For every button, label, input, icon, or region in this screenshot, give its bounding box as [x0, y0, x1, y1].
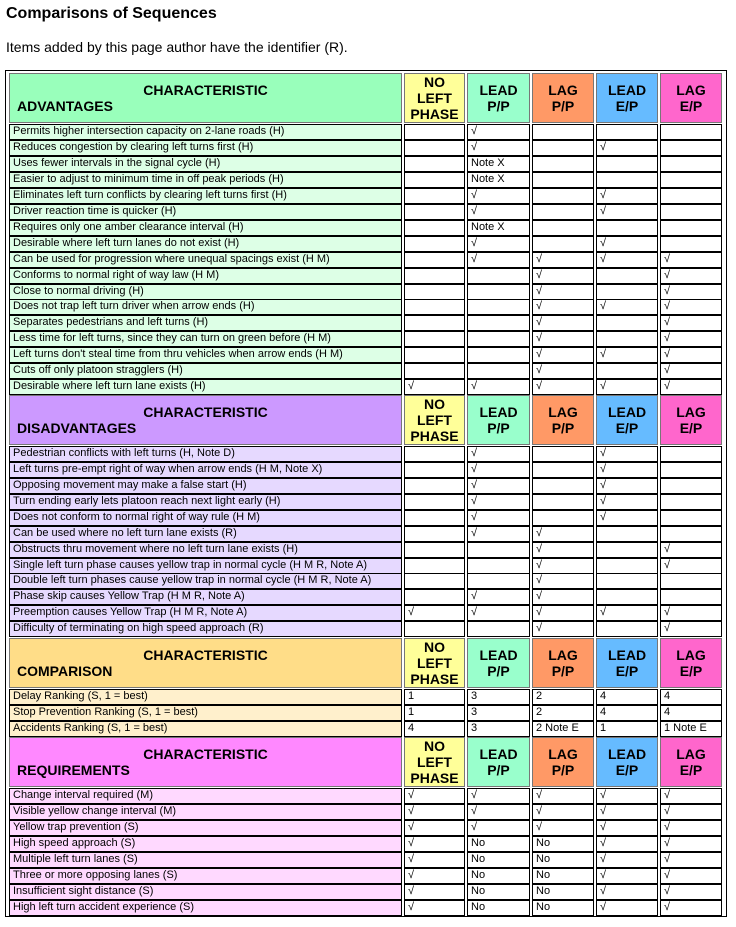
cell-lag-pp: √ [532, 299, 594, 315]
disadvantages-row-label: Turn ending early lets platoon reach next light early (H) [9, 494, 402, 510]
cell-lag-pp: √ [532, 347, 594, 363]
cell-no-left-phase [404, 621, 465, 637]
cell-lag-pp: √ [532, 589, 594, 605]
comparison-row-label: Accidents Ranking (S, 1 = best) [9, 721, 402, 737]
column-header-label: LEAD P/P [479, 82, 518, 114]
cell-lag-ep: √ [660, 605, 722, 621]
advantages-row-label: Desirable where left turn lanes do not exist (H) [9, 236, 402, 252]
cell-no-left-phase [404, 252, 465, 268]
column-header-label: NO LEFT PHASE [410, 74, 459, 122]
cell-lead-pp: √ [467, 589, 530, 605]
column-header-label: LAG E/P [676, 647, 706, 679]
column-header-lag-ep [660, 73, 722, 123]
comparison-heading: COMPARISON [17, 663, 113, 679]
cell-lead-ep: √ [596, 446, 658, 462]
cell-lead-ep: √ [596, 379, 658, 395]
disadvantages-row-label: Phase skip causes Yellow Trap (H M R, Note A) [9, 589, 402, 605]
cell-lead-pp [467, 284, 530, 300]
page-title: Comparisons of Sequences [6, 5, 217, 22]
cell-lag-pp: √ [532, 526, 594, 542]
cell-lag-ep: √ [660, 788, 722, 804]
cell-no-left-phase: √ [404, 820, 465, 836]
disadvantages-row-label: Single left turn phase causes yellow trap in normal cycle (H M R, Note A) [9, 558, 402, 574]
cell-no-left-phase [404, 558, 465, 574]
cell-lag-pp [532, 494, 594, 510]
page-intro: Items added by this page author have the identifier (R). [6, 39, 348, 55]
comparison-row-label: Delay Ranking (S, 1 = best) [9, 689, 402, 705]
column-header-lag-ep [660, 737, 722, 787]
cell-lag-ep [660, 172, 722, 188]
cell-lag-pp [532, 156, 594, 172]
cell-no-left-phase [404, 220, 465, 236]
column-header-label: LEAD E/P [607, 647, 647, 679]
cell-lead-ep [596, 589, 658, 605]
cell-lag-ep: √ [660, 268, 722, 284]
cell-lead-pp [467, 558, 530, 574]
column-header-label: LAG E/P [676, 82, 706, 114]
cell-lag-pp: √ [532, 788, 594, 804]
column-header-lead-ep [596, 638, 658, 688]
column-header-label: NO LEFT PHASE [410, 738, 459, 786]
advantages-row-label: Conforms to normal right of way law (H M) [9, 268, 402, 284]
disadvantages-row-label: Does not conform to normal right of way rule (H M) [9, 510, 402, 526]
cell-lag-pp [532, 220, 594, 236]
cell-lag-ep [660, 140, 722, 156]
cell-lag-ep [660, 124, 722, 140]
column-header-lag-ep [660, 638, 722, 688]
cell-lead-pp [467, 573, 530, 589]
requirements-row-label: Three or more opposing lanes (S) [9, 868, 402, 884]
cell-no-left-phase [404, 526, 465, 542]
cell-no-left-phase [404, 542, 465, 558]
advantages-row-label: Does not trap left turn driver when arrow ends (H) [9, 299, 402, 315]
cell-no-left-phase: 1 [404, 689, 465, 705]
cell-lag-pp: 2 [532, 689, 594, 705]
cell-lag-ep: √ [660, 621, 722, 637]
cell-lead-pp: √ [467, 204, 530, 220]
cell-lag-pp [532, 140, 594, 156]
cell-lead-pp: 3 [467, 689, 530, 705]
cell-lead-pp: √ [467, 820, 530, 836]
cell-lag-pp [532, 446, 594, 462]
cell-lead-pp: No [467, 836, 530, 852]
cell-lead-pp [467, 363, 530, 379]
cell-lead-ep: √ [596, 204, 658, 220]
cell-lag-pp: No [532, 852, 594, 868]
cell-lead-ep: 1 [596, 721, 658, 737]
cell-lead-ep [596, 526, 658, 542]
cell-no-left-phase [404, 172, 465, 188]
cell-no-left-phase [404, 331, 465, 347]
column-header-label: NO LEFT PHASE [410, 396, 459, 444]
advantages-row-label: Driver reaction time is quicker (H) [9, 204, 402, 220]
column-header-lead-pp [467, 73, 530, 123]
characteristic-heading: CHARACTERISTIC [143, 404, 268, 420]
comparison-row-label: Stop Prevention Ranking (S, 1 = best) [9, 705, 402, 721]
cell-no-left-phase: √ [404, 788, 465, 804]
cell-lag-ep [660, 526, 722, 542]
cell-lead-ep: √ [596, 462, 658, 478]
cell-lag-pp: 2 [532, 705, 594, 721]
cell-lag-pp [532, 478, 594, 494]
cell-lag-ep [660, 510, 722, 526]
column-header-label: LEAD P/P [479, 404, 518, 436]
cell-lag-pp [532, 236, 594, 252]
cell-no-left-phase [404, 204, 465, 220]
cell-lag-pp: √ [532, 363, 594, 379]
cell-no-left-phase: √ [404, 605, 465, 621]
advantages-row-label: Reduces congestion by clearing left turns first (H) [9, 140, 402, 156]
advantages-row-label: Eliminates left turn conflicts by clearing left turns first (H) [9, 188, 402, 204]
cell-no-left-phase [404, 156, 465, 172]
cell-lead-pp: No [467, 852, 530, 868]
cell-no-left-phase [404, 315, 465, 331]
characteristic-heading: CHARACTERISTIC [143, 647, 268, 663]
requirements-row-label: Visible yellow change interval (M) [9, 804, 402, 820]
cell-lead-ep [596, 558, 658, 574]
cell-lag-ep [660, 478, 722, 494]
cell-no-left-phase: 1 [404, 705, 465, 721]
cell-no-left-phase: 4 [404, 721, 465, 737]
cell-lead-ep [596, 124, 658, 140]
cell-lag-pp [532, 510, 594, 526]
cell-lead-pp [467, 299, 530, 315]
cell-lead-pp: √ [467, 124, 530, 140]
cell-lag-ep: √ [660, 379, 722, 395]
column-header-lead-pp [467, 395, 530, 445]
advantages-row-label: Less time for left turns, since they can turn on green before (H M) [9, 331, 402, 347]
cell-lag-ep: √ [660, 820, 722, 836]
cell-lag-ep: √ [660, 299, 722, 315]
cell-no-left-phase [404, 236, 465, 252]
cell-lead-ep [596, 542, 658, 558]
advantages-row-label: Cuts off only platoon stragglers (H) [9, 363, 402, 379]
column-header-lead-ep [596, 395, 658, 445]
cell-lead-pp: No [467, 884, 530, 900]
cell-lag-pp: √ [532, 605, 594, 621]
cell-no-left-phase [404, 188, 465, 204]
cell-lag-ep [660, 589, 722, 605]
cell-lead-pp: No [467, 868, 530, 884]
cell-no-left-phase [404, 140, 465, 156]
disadvantages-row-label: Difficulty of terminating on high speed approach (R) [9, 621, 402, 637]
cell-lag-pp: √ [532, 315, 594, 331]
cell-lag-ep: √ [660, 347, 722, 363]
disadvantages-header [9, 395, 402, 445]
cell-lead-ep: √ [596, 820, 658, 836]
cell-lag-ep [660, 462, 722, 478]
cell-lead-pp: √ [467, 478, 530, 494]
cell-lag-pp: √ [532, 558, 594, 574]
cell-lead-ep: 4 [596, 689, 658, 705]
cell-lead-ep: √ [596, 868, 658, 884]
cell-lead-pp: √ [467, 462, 530, 478]
cell-lead-ep [596, 315, 658, 331]
cell-lead-ep: √ [596, 347, 658, 363]
cell-lag-pp: 2 Note E [532, 721, 594, 737]
cell-no-left-phase: √ [404, 379, 465, 395]
column-header-lag-pp [532, 395, 594, 445]
cell-lag-ep: √ [660, 804, 722, 820]
column-header-label: LEAD E/P [607, 404, 647, 436]
column-header-label: LEAD P/P [479, 746, 518, 778]
cell-lag-ep: √ [660, 284, 722, 300]
cell-lead-ep [596, 172, 658, 188]
cell-lag-pp [532, 204, 594, 220]
cell-lag-pp: √ [532, 379, 594, 395]
cell-lag-pp [532, 188, 594, 204]
advantages-row-label: Easier to adjust to minimum time in off peak periods (H) [9, 172, 402, 188]
cell-lag-ep: √ [660, 884, 722, 900]
cell-no-left-phase [404, 124, 465, 140]
requirements-row-label: Insufficient sight distance (S) [9, 884, 402, 900]
cell-lag-ep [660, 204, 722, 220]
column-header-label: LAG P/P [548, 404, 578, 436]
cell-lead-pp [467, 315, 530, 331]
cell-lag-ep: √ [660, 315, 722, 331]
column-header-lead-pp [467, 737, 530, 787]
cell-lag-ep [660, 236, 722, 252]
cell-lead-ep [596, 573, 658, 589]
column-header-label: LAG P/P [548, 82, 578, 114]
cell-lag-ep [660, 156, 722, 172]
cell-lead-pp: √ [467, 494, 530, 510]
advantages-row-label: Uses fewer intervals in the signal cycle (H) [9, 156, 402, 172]
cell-lead-pp: Note X [467, 172, 530, 188]
cell-lag-pp: √ [532, 331, 594, 347]
requirements-heading: REQUIREMENTS [17, 762, 130, 778]
column-header-label: LAG E/P [676, 746, 706, 778]
cell-lead-pp [467, 331, 530, 347]
column-header-label: LAG P/P [548, 647, 578, 679]
cell-lead-pp: Note X [467, 220, 530, 236]
cell-lag-ep: 4 [660, 705, 722, 721]
column-header-label: LAG P/P [548, 746, 578, 778]
advantages-row-label: Can be used for progression where unequal spacings exist (H M) [9, 252, 402, 268]
cell-lead-ep: √ [596, 605, 658, 621]
cell-lead-ep: √ [596, 852, 658, 868]
cell-lag-ep: √ [660, 331, 722, 347]
disadvantages-row-label: Preemption causes Yellow Trap (H M R, Note A) [9, 605, 402, 621]
cell-lead-ep: √ [596, 140, 658, 156]
cell-lag-ep: √ [660, 900, 722, 916]
cell-lag-pp [532, 462, 594, 478]
cell-lag-pp: √ [532, 621, 594, 637]
cell-lead-ep: √ [596, 804, 658, 820]
cell-lead-pp [467, 542, 530, 558]
cell-lag-ep: √ [660, 836, 722, 852]
cell-lead-ep [596, 363, 658, 379]
column-header-label: NO LEFT PHASE [410, 639, 459, 687]
cell-lead-pp: √ [467, 140, 530, 156]
cell-lag-pp: No [532, 868, 594, 884]
cell-lead-pp: √ [467, 236, 530, 252]
cell-lead-ep: √ [596, 900, 658, 916]
cell-lag-ep: 1 Note E [660, 721, 722, 737]
cell-no-left-phase: √ [404, 804, 465, 820]
disadvantages-row-label: Double left turn phases cause yellow trap in normal cycle (H M R, Note A) [9, 573, 402, 589]
cell-no-left-phase [404, 462, 465, 478]
cell-no-left-phase: √ [404, 868, 465, 884]
cell-lead-pp: 3 [467, 705, 530, 721]
cell-lag-pp: √ [532, 268, 594, 284]
disadvantages-row-label: Can be used where no left turn lane exists (R) [9, 526, 402, 542]
cell-lag-ep [660, 494, 722, 510]
cell-lag-ep: √ [660, 542, 722, 558]
cell-no-left-phase: √ [404, 852, 465, 868]
cell-lead-pp: 3 [467, 721, 530, 737]
cell-lag-ep [660, 573, 722, 589]
cell-lag-pp: √ [532, 284, 594, 300]
requirements-row-label: Yellow trap prevention (S) [9, 820, 402, 836]
cell-lead-ep [596, 331, 658, 347]
cell-lag-ep: √ [660, 868, 722, 884]
cell-lead-ep: 4 [596, 705, 658, 721]
disadvantages-heading: DISADVANTAGES [17, 420, 137, 436]
cell-lead-ep: √ [596, 494, 658, 510]
cell-lag-pp: √ [532, 573, 594, 589]
cell-lag-ep: √ [660, 852, 722, 868]
requirements-header [9, 737, 402, 787]
advantages-row-label: Left turns don't steal time from thru vehicles when arrow ends (H M) [9, 347, 402, 363]
requirements-row-label: Change interval required (M) [9, 788, 402, 804]
cell-lag-ep [660, 446, 722, 462]
cell-no-left-phase [404, 347, 465, 363]
cell-lead-ep: √ [596, 510, 658, 526]
cell-lead-pp: √ [467, 526, 530, 542]
cell-lag-pp: √ [532, 542, 594, 558]
cell-lead-ep: √ [596, 252, 658, 268]
cell-lead-ep [596, 284, 658, 300]
cell-lead-pp: √ [467, 446, 530, 462]
cell-no-left-phase [404, 363, 465, 379]
cell-lead-ep: √ [596, 884, 658, 900]
cell-lead-ep: √ [596, 299, 658, 315]
disadvantages-row-label: Obstructs thru movement where no left turn lane exists (H) [9, 542, 402, 558]
cell-lead-pp [467, 347, 530, 363]
cell-lag-ep [660, 220, 722, 236]
cell-lag-pp: No [532, 836, 594, 852]
cell-lead-pp: √ [467, 605, 530, 621]
requirements-row-label: High left turn accident experience (S) [9, 900, 402, 916]
disadvantages-row-label: Left turns pre-empt right of way when arrow ends (H M, Note X) [9, 462, 402, 478]
comparison-header [9, 638, 402, 688]
cell-lag-pp: √ [532, 252, 594, 268]
characteristic-heading: CHARACTERISTIC [143, 82, 268, 98]
cell-lead-ep: √ [596, 836, 658, 852]
column-header-lag-pp [532, 73, 594, 123]
cell-lead-ep [596, 268, 658, 284]
cell-lead-pp: √ [467, 510, 530, 526]
advantages-header [9, 73, 402, 123]
advantages-row-label: Separates pedestrians and left turns (H) [9, 315, 402, 331]
cell-no-left-phase [404, 573, 465, 589]
column-header-label: LEAD E/P [607, 82, 647, 114]
cell-lead-pp [467, 621, 530, 637]
cell-lag-ep: √ [660, 363, 722, 379]
cell-lead-ep [596, 621, 658, 637]
cell-lead-pp: Note X [467, 156, 530, 172]
cell-lead-pp: √ [467, 252, 530, 268]
cell-lag-pp [532, 124, 594, 140]
cell-lag-pp: √ [532, 804, 594, 820]
cell-no-left-phase [404, 284, 465, 300]
column-header-label: LEAD E/P [607, 746, 647, 778]
column-header-lead-ep [596, 737, 658, 787]
column-header-label: LAG E/P [676, 404, 706, 436]
advantages-heading: ADVANTAGES [17, 98, 113, 114]
cell-no-left-phase [404, 494, 465, 510]
advantages-row-label: Desirable where left turn lane exists (H) [9, 379, 402, 395]
cell-no-left-phase [404, 478, 465, 494]
cell-lag-pp: √ [532, 820, 594, 836]
column-header-lag-ep [660, 395, 722, 445]
cell-lead-ep [596, 220, 658, 236]
cell-lead-pp: √ [467, 379, 530, 395]
cell-no-left-phase: √ [404, 900, 465, 916]
column-header-lead-ep [596, 73, 658, 123]
cell-no-left-phase [404, 268, 465, 284]
cell-no-left-phase [404, 510, 465, 526]
cell-lag-ep: √ [660, 558, 722, 574]
column-header-no-left-phase [404, 73, 465, 123]
column-header-lead-pp [467, 638, 530, 688]
cell-lag-pp: No [532, 884, 594, 900]
cell-lead-pp: √ [467, 804, 530, 820]
cell-no-left-phase [404, 589, 465, 605]
cell-lead-pp: √ [467, 788, 530, 804]
disadvantages-row-label: Opposing movement may make a false start (H) [9, 478, 402, 494]
comparison-table [5, 70, 727, 917]
requirements-row-label: Multiple left turn lanes (S) [9, 852, 402, 868]
cell-lead-ep: √ [596, 236, 658, 252]
cell-no-left-phase [404, 299, 465, 315]
column-header-no-left-phase [404, 395, 465, 445]
cell-lead-pp: No [467, 900, 530, 916]
cell-no-left-phase: √ [404, 884, 465, 900]
cell-lead-ep: √ [596, 188, 658, 204]
column-header-no-left-phase [404, 638, 465, 688]
cell-lead-ep: √ [596, 478, 658, 494]
column-header-lag-pp [532, 638, 594, 688]
cell-lead-ep [596, 156, 658, 172]
requirements-row-label: High speed approach (S) [9, 836, 402, 852]
cell-lead-ep: √ [596, 788, 658, 804]
cell-lag-ep [660, 188, 722, 204]
advantages-row-label: Permits higher intersection capacity on 2-lane roads (H) [9, 124, 402, 140]
column-header-no-left-phase [404, 737, 465, 787]
cell-lead-pp: √ [467, 188, 530, 204]
cell-lead-pp [467, 268, 530, 284]
cell-lag-pp: No [532, 900, 594, 916]
cell-lag-pp [532, 172, 594, 188]
advantages-row-label: Close to normal driving (H) [9, 284, 402, 300]
column-header-label: LEAD P/P [479, 647, 518, 679]
cell-no-left-phase: √ [404, 836, 465, 852]
column-header-lag-pp [532, 737, 594, 787]
characteristic-heading: CHARACTERISTIC [143, 746, 268, 762]
advantages-row-label: Requires only one amber clearance interval (H) [9, 220, 402, 236]
cell-lag-ep: √ [660, 252, 722, 268]
cell-no-left-phase [404, 446, 465, 462]
cell-lag-ep: 4 [660, 689, 722, 705]
disadvantages-row-label: Pedestrian conflicts with left turns (H, Note D) [9, 446, 402, 462]
